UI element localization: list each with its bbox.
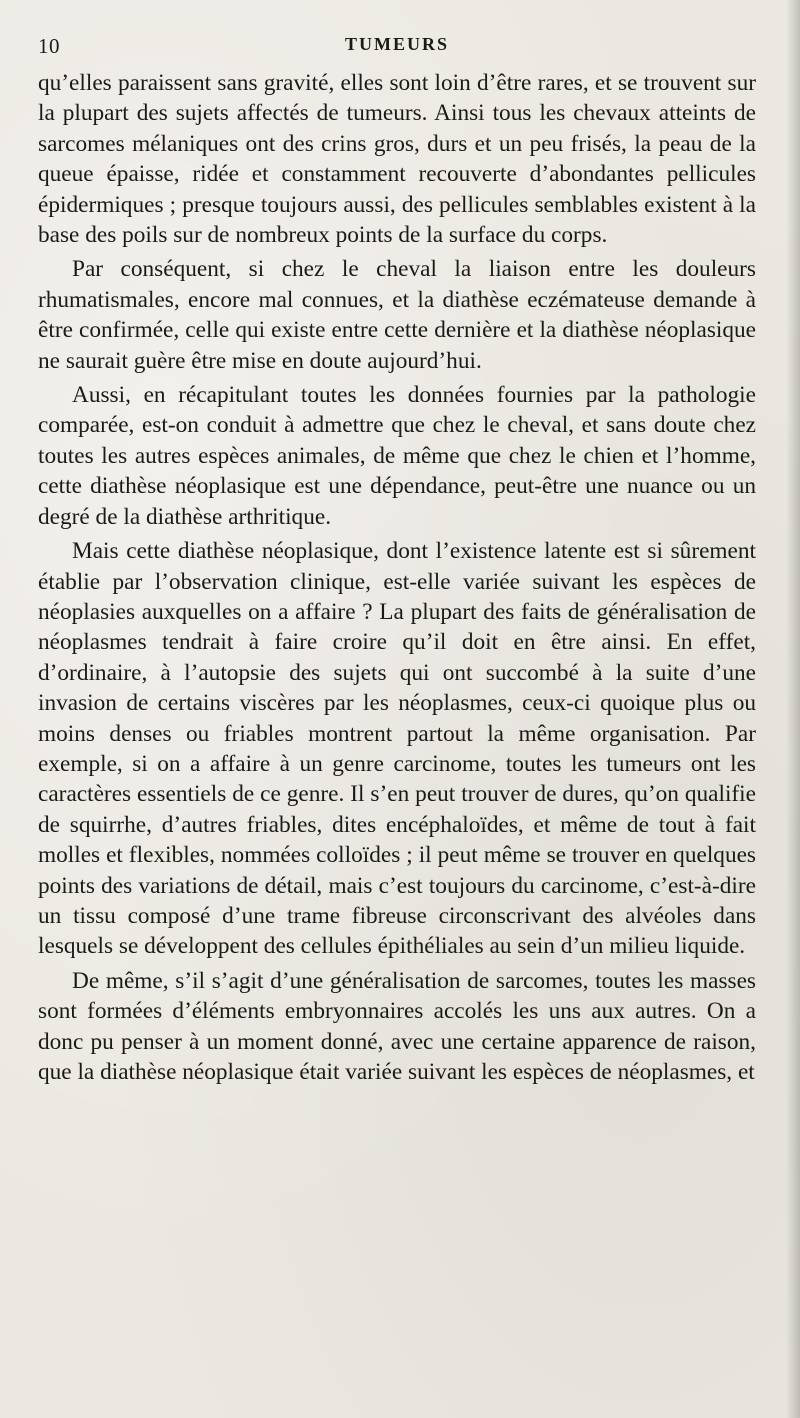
page-number: 10 <box>38 34 60 58</box>
paragraph: Par conséquent, si chez le cheval la liaison entre les douleurs rhumatismales, encore mal connues, et la diathèse eczémateuse demande à être confirmée, celle qui existe entre cette dernière et la diathèse néoplasique ne saurait guère être mise en doute aujourd’hui. <box>38 256 756 374</box>
running-title: TUMEURS <box>344 34 449 54</box>
paragraph: Mais cette diathèse néoplasique, dont l’existence latente est si sûrement établie par l’observation clinique, est-elle variée suivant les espèces de néoplasies auxquelles on a affaire ? La plupart des faits de généralisation de néoplasmes tendrait à faire croire qu’il doit en être ainsi. En effet, d’ordinaire, à l’autopsie des sujets qui ont succombé à la suite d’une invasion de certains viscères par les néoplasmes, ceux-ci quoique plus ou moins denses ou friables montrent partout la même organisation. Par exemple, si on a affaire à un genre carcinome, toutes les tumeurs ont les caractères essentiels de ce genre. Il s’en peut trouver de dures, qu’on qualifie de squirrhe, d’autres friables, dites encéphaloïdes, et même de tout à fait molles et flexibles, nommées colloïdes ; il peut même se trouver en quelques points des variations de détail, mais c’est toujours du carcinome, c’est-à-dire un tissu composé d’une trame fibreuse circonscrivant des alvéoles dans lesquels se développent des cellules épithéliales au sein d’un milieu liquide. <box>38 538 756 960</box>
paragraph: De même, s’il s’agit d’une généralisation de sarcomes, toutes les masses sont formées d’éléments embryonnaires accolés les uns aux autres. On a donc pu penser à un moment donné, avec une certaine apparence de raison, que la diathèse néoplasique était variée suivant les espèces de néoplasmes, et <box>38 967 756 1085</box>
page-header <box>38 28 756 68</box>
body-text <box>38 68 756 1087</box>
paragraph: Aussi, en récapitulant toutes les données fournies par la pathologie comparée, est-on conduit à admettre que chez le cheval, et sans doute chez toutes les autres espèces animales, de même que chez le chien et l’homme, cette diathèse néoplasique est une dépendance, peut-être une nuance ou un degré de la diathèse arthritique. <box>38 382 756 530</box>
paragraph-continued: qu’elles paraissent sans gravité, elles sont loin d’être rares, et se trouvent sur la plupart des sujets affectés de tumeurs. Ainsi tous les chevaux atteints de sarcomes mélaniques ont des crins gros, durs et un peu frisés, la peau de la queue épaisse, ridée et constamment recouverte d’abondantes pellicules épidermiques ; presque toujours aussi, des pellicules semblables existent à la base des poils sur de nombreux points de la surface du corps. <box>38 70 756 249</box>
